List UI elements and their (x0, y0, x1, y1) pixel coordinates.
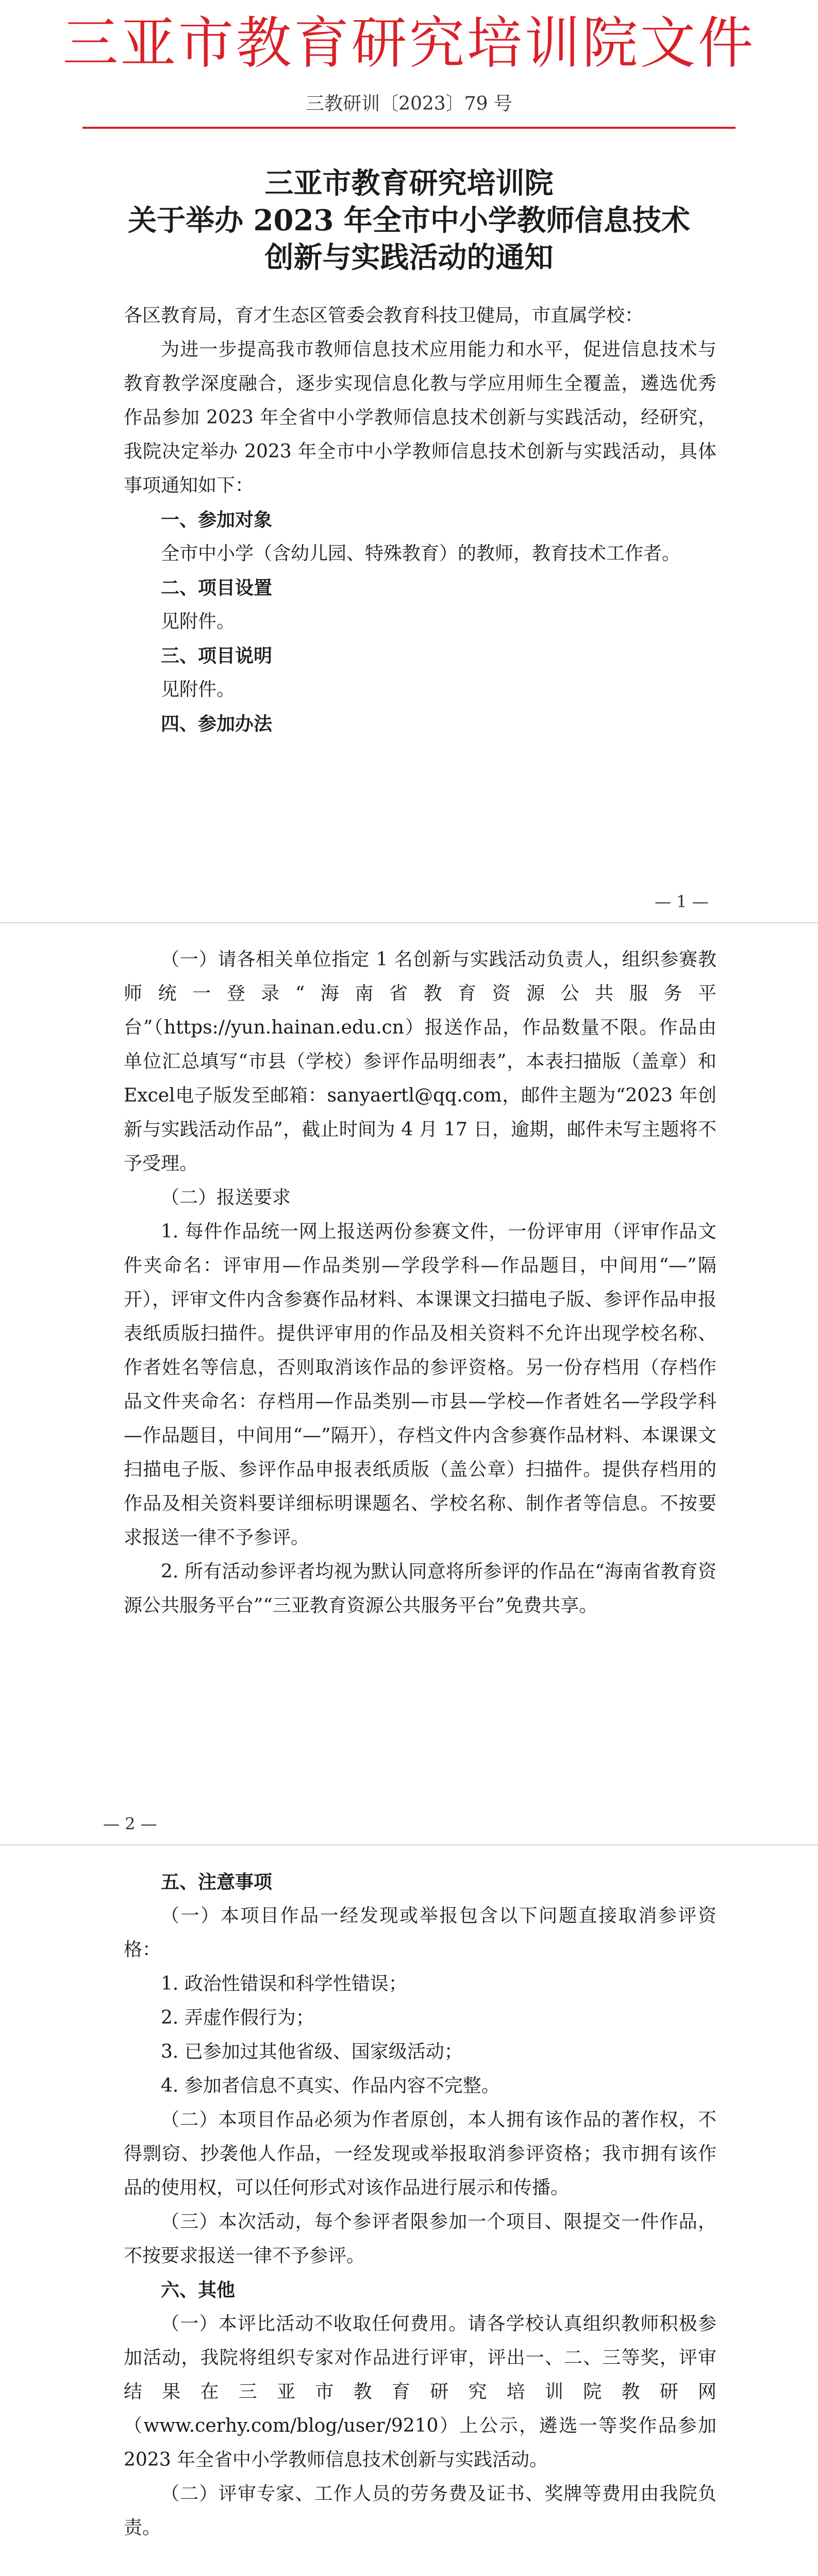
originality-paragraph: （二）本项目作品必须为作者原创，本人拥有该作品的著作权，不得剽窃、抄袭他人作品，一经发现或举报取消参评资格；我市拥有该作品的使用权，可以任何形式对该作品进行展示和传播。 (124, 2109, 716, 2198)
section-1-heading: 一、参加对象 (161, 509, 273, 531)
sharing-consent-paragraph: 2. 所有活动参评者均视为默认同意将所参评的作品在“海南省教育资源公共服务平台”“三亚教育资源公共服务平台”免费共享。 (124, 1561, 716, 1616)
page3-body (124, 1865, 716, 2545)
notice-title (0, 165, 818, 276)
disqualification-item-2: 2. 弄虚作假行为； (161, 2007, 314, 2028)
section-6-heading: 六、其他 (161, 2279, 236, 2301)
section-3-heading: 三、项目说明 (161, 645, 273, 667)
section-3-text: 见附件。 (161, 679, 236, 700)
page-divider-1 (0, 922, 818, 923)
section-4-heading: 四、参加办法 (161, 713, 273, 735)
submission-paragraph: （一）请各相关单位指定 1 名创新与实践活动负责人，组织参赛教师统一登录“海南省教育资源公共服务平台”（https://yun.hainan.edu.cn）报送作品，作品数量不限。作品由单位汇总填写“市县（学校）参评作品明细表”，本表扫描版（盖章）和Excel电子版发至邮箱：sanyaertl@qq.com，邮件主题为“2023 年创新与实践活动作品”，截止时间为 4 月 17 日，逾期，邮件未写主题将不予受理。 (124, 949, 716, 1174)
disqualification-item-1: 1. 政治性错误和科学性错误； (161, 1973, 407, 1994)
page-divider-2 (0, 1844, 818, 1845)
notice-title-line2: 关于举办 2023 年全市中小学教师信息技术 (128, 204, 690, 238)
evaluation-paragraph: （一）本评比活动不收取任何费用。请各学校认真组织教师积极参加活动，我院将组织专家对作品进行评审，评出一、二、三等奖，评审结果在三亚市教育研究培训院教研网（www.cerhy.com/blog/user/9210）上公示，遴选一等奖作品参加 2023 年全省中小学教师信息技术创新与实践活动。 (124, 2313, 716, 2470)
salutation: 各区教育局，育才生态区管委会教育科技卫健局，市直属学校： (124, 305, 644, 326)
one-entry-paragraph: （三）本次活动，每个参评者限参加一个项目、限提交一件作品，不按要求报送一律不予参评。 (124, 2211, 716, 2266)
section-2-heading: 二、项目设置 (161, 577, 273, 599)
section-2-text: 见附件。 (161, 611, 236, 632)
document-header-title: 三亚市教育研究培训院文件 (62, 11, 756, 76)
document-number: 三教研训〔2023〕79 号 (306, 93, 512, 114)
header-red-rule (82, 127, 736, 129)
disqualification-item-3: 3. 已参加过其他省级、国家级活动； (161, 2041, 463, 2062)
disqualification-paragraph: （一）本项目作品一经发现或举报包含以下问题直接取消参评资格： (124, 1905, 716, 1960)
notice-title-line3: 创新与实践活动的通知 (264, 241, 554, 275)
disqualification-item-4: 4. 参加者信息不真实、作品内容不完整。 (161, 2075, 500, 2096)
intro-paragraph: 为进一步提高我市教师信息技术应用能力和水平，促进信息技术与教育教学深度融合，逐步实现信息化教与学应用师生全覆盖，遴选优秀作品参加 2023 年全省中小学教师信息技术创新与实践活动，经研究，我院决定举办 2023 年全市中小学教师信息技术创新与实践活动，具体事项通知如下： (124, 339, 716, 496)
submission-requirements-heading: （二）报送要求 (161, 1187, 291, 1208)
page1-body (124, 299, 716, 741)
file-requirements-paragraph: 1. 每件作品统一网上报送两份参赛文件，一份评审用（评审作品文件夹命名：评审用—作品类别—学段学科—作品题目，中间用“—”隔开），评审文件内含参赛作品材料、本课课文扫描电子版、参评作品申报表纸质版扫描件。提供评审用的作品及相关资料不允许出现学校名称、作者姓名等信息，否则取消该作品的参评资格。另一份存档用（存档作品文件夹命名：存档用—作品类别—市县—学校—作者姓名—学段学科—作品题目，中间用“—”隔开），存档文件内含参赛作品材料、本课课文扫描电子版、参评作品申报表纸质版（盖公章）扫描件。提供存档用的作品及相关资料要详细标明课题名、学校名称、制作者等信息。不按要求报送一律不予参评。 (124, 1221, 716, 1548)
expenses-paragraph: （二）评审专家、工作人员的劳务费及证书、奖牌等费用由我院负责。 (124, 2483, 716, 2538)
section-1-text: 全市中小学（含幼儿园、特殊教育）的教师，教育技术工作者。 (161, 543, 681, 564)
notice-title-line1: 三亚市教育研究培训院 (264, 166, 554, 200)
page-number-2: — 2 — (103, 1814, 157, 1834)
section-5-heading: 五、注意事项 (161, 1871, 273, 1893)
page-number-1: — 1 — (655, 892, 709, 911)
page2-body (124, 943, 716, 1623)
